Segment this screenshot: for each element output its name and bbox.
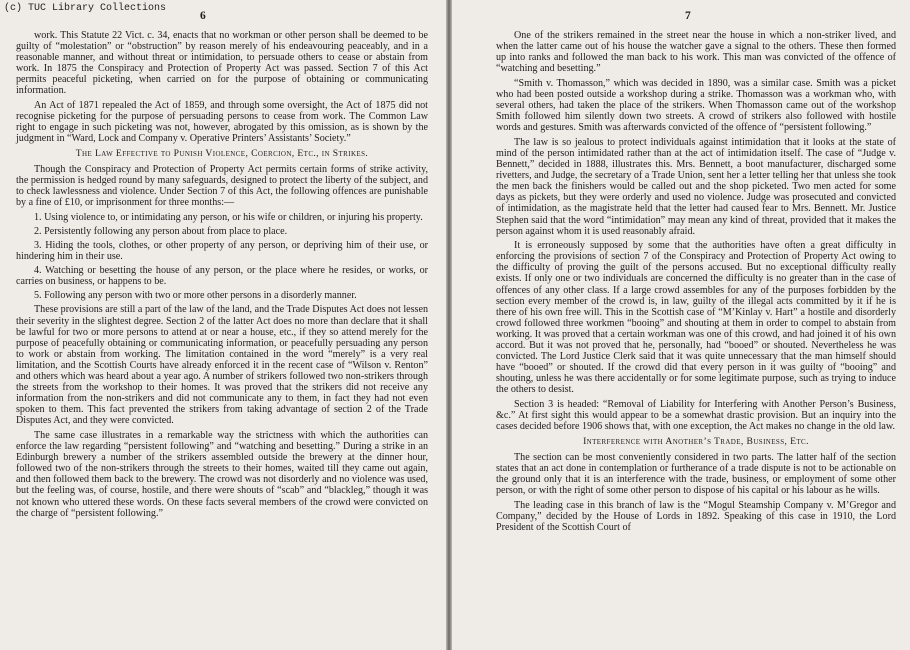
paragraph: work. This Statute 22 Vict. c. 34, enacts that no workman or other person shall be deemed to be guilty of “molestation” or “obstruction” by reason merely of his endeavouring peaceably, and in a reasonable manner, and without threat or intimidation, to persuade others to cease or abstain from work. In 1875 the Conspiracy and Protection of Property Act was passed. Section 7 of this Act permits peaceful picketing, when carried on for the purpose of obtaining or communicating information. [16,30,428,97]
list-item: 1. Using violence to, or intimidating any person, or his wife or children, or injuring his property. [34,211,423,223]
section-heading: Interference with Another’s Trade, Business, Etc. [583,435,809,447]
paragraph: Though the Conspiracy and Protection of Property Act permits certain forms of strike activity, the permission is hedged round by many safeguards, designed to protect the liberty of the subject, and to check lawlessness and violence. Under Section 7 of this Act, the following offences are punishable by a fine of £10, or imprisonment for three months:— [16,163,428,209]
paragraph: One of the strikers remained in the street near the house in which a non-striker lived, and when the latter came out of his house the watcher gave a signal to the others. These then formed up into ranks and followed the man back to his work. This man was convicted of the offence of “watching and besetting.” [496,30,896,75]
right-page [452,0,910,650]
paragraph: The law is so jealous to protect individuals against intimidation that it looks at the state of mind of the person intimidated rather than at the act of intimidation itself. The case of “Judge v. Bennett,” decided in 1888, illustrates this. Mrs. Bennett, a boot manufacturer, discharged some rivetters, and Judge, the secretary of a Trade Union, sent her a letter telling her that unless she took the men back the finishers would be called out and the shop picketed. Two men acted for some days as pickets, but they were orderly and used no violence. Judge was prosecuted and convicted of intimidation, as the magistrate held that the letter had caused fear to Mrs. Bennett. Mr. Justice Stephen said that the word “intimidation” may mean any kind of threat, provided that it makes the person against whom it is used reasonably afraid. [496,136,896,237]
section-heading: The Law Effective to Punish Violence, Coercion, Etc., in Strikes. [75,147,369,159]
paragraph: An Act of 1871 repealed the Act of 1859, and through some oversight, the Act of 1875 did not recognise picketing for the purpose of persuading persons to cease from work. The Common Law right to engage in such picketing was not, however, abrogated by this omission, as is shown by the judgment in “Ward, Lock and Company v. Operative Printers’ Assistants’ Society.” [16,100,428,145]
paragraph: It is erroneously supposed by some that the authorities have often a great difficulty in enforcing the provisions of section 7 of the Conspiracy and Protection of Property Act owing to the difficulty of proving the guilt of the persons accused. But no exceptional difficulty really exists. If only one or two individuals are concerned the difficulty is no greater than in the case of offences of any other class. If a large crowd assembles for any of the purposes forbidden by the section every member of the crowd is, in law, guilty of the illegal acts committed by it if he is there of his own free will. This in the Scottish case of “M’Kinlay v. Hart” a hostile and disorderly crowd followed three workmen “booing” and shouting at them in order to compel to abstain from working. It was proved that a certain workman was one of this crowd, and had joined it of his own accord. But it was not proved that he, personally, had “booed” or shouted. Nevertheless he was convicted. The Lord Justice Clerk said that it was quite unnecessary that the man himself should have “booed” or shouted. If the crowd did that every person in it was guilty of “booing” and shouting, unless he was there accidentally or for some legitimate purpose, such as trying to induce the others to desist. [496,240,896,396]
list-item: 4. Watching or besetting the house of any person, or the place where he resides, or works, or carries on business, or happens to be. [16,265,428,288]
left-page [0,0,446,650]
list-item: 5. Following any person with two or more other persons in a disorderly manner. [34,290,357,302]
list-item: 2. Persistently following any person about from place to place. [34,225,288,237]
list-item: 3. Hiding the tools, clothes, or other property of any person, or depriving him of their use, or hindering him in their use. [16,240,428,263]
paragraph: The leading case in this branch of law is the “Mogul Steamship Company v. M’Gregor and Company,” decided by the House of Lords in 1892. Speaking of this case in 1910, the Lord President of the Scottish Court of [496,499,896,533]
paragraph: “Smith v. Thomasson,” which was decided in 1890, was a similar case. Smith was a picket who had been posted outside a workshop during a strike. Thomasson was a workman who, with several others, had taken the place of the strikers. When Thomasson came out of the workshop Smith followed him silently down two streets. A crowd of strikers also followed with hostile words and gestures. Smith was afterwards convicted of the offence of “persistent following.” [496,77,896,134]
page-number: 6 [200,10,206,22]
copyright-watermark: (c) TUC Library Collections [4,3,167,14]
paragraph: Section 3 is headed: “Removal of Liability for Interfering with Another Person’s Business, &c.” At first sight this would appear to be a somewhat drastic provision. But an inquiry into the cases decided before 1906 shows that, with one exception, the Act makes no change in the old law. [496,399,896,433]
page-number: 7 [685,10,691,22]
paragraph: The section can be most conveniently considered in two parts. The latter half of the section states that an act done in contemplation or furtherance of a trade dispute is not to be actionable on the ground only that it is an interference with the trade, business, or employment of some other person, or with the right of some other person to dispose of his capital or his labour as he wills. [496,451,896,497]
paragraph: These provisions are still a part of the law of the land, and the Trade Disputes Act does not lessen their severity in the slightest degree. Section 2 of the latter Act does no more than declare that it shall be lawful for two or more persons to attend at or near a house, etc., if they so attend merely for the purpose of peacefully obtaining or communicating information, or peacefully persuading any person to work or abstain from working. The limitation contained in the word “merely” is a very real limitation, and the Scottish Courts have already enforced it in the recent case of “Wilson v. Renton” and others which was heard about a year ago. A number of strikers followed two non-strikers through the streets from the workshop to their homes. It was proved that the strikers did not receive any information from the non-strikers and did not communicate any to them, in fact they had not even spoken to them. This fact prevented the strikers from taking advantage of section 2 of the Trade Disputes Act, and they were convicted. [16,304,428,427]
paragraph: The same case illustrates in a remarkable way the strictness with which the authorities can enforce the law regarding “persistent following” and “watching and besetting.” During a strike in an Edinburgh brewery a number of the strikers assembled outside the brewery at the dinner hour, followed two of the non-strikers through the streets to their homes, waited till they came out again, and then followed them back to the brewery. The crowd was not disorderly and no violence was used, but the feeling was, of course, hostile, and there were shouts of “scab” and “blackleg,” though it was not known who uttered these words. On these facts several members of the crowd were convicted on the charge of “persistent following.” [16,430,428,519]
